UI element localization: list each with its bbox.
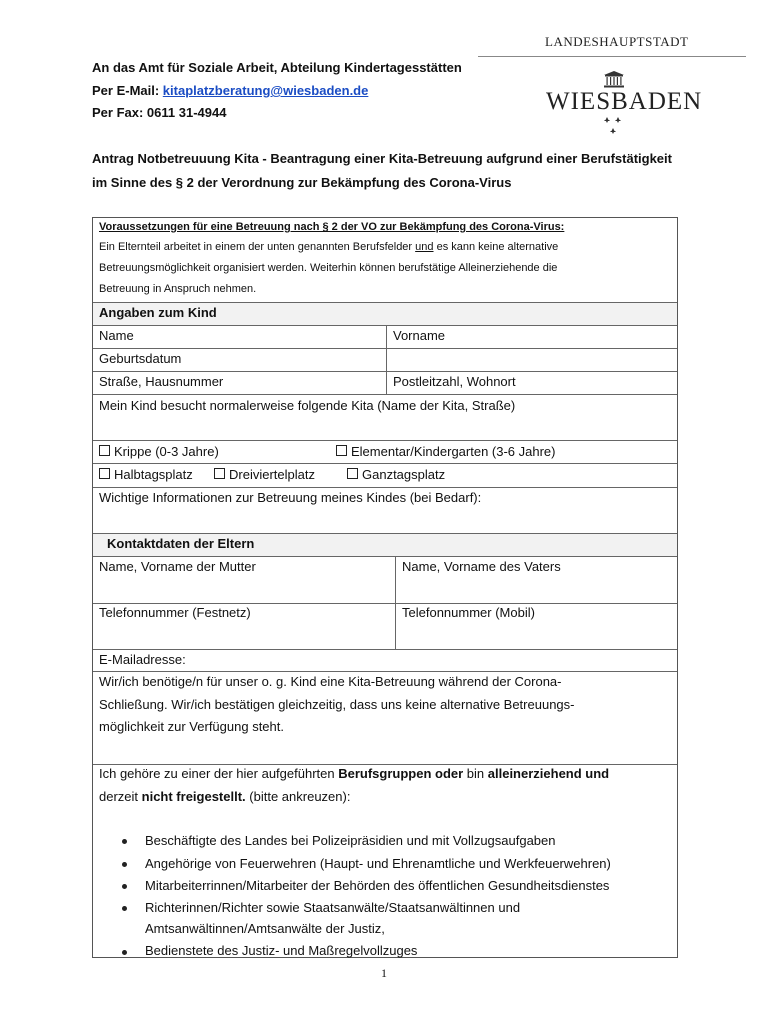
phone-landline-field[interactable]: Telefonnummer (Festnetz) xyxy=(99,605,251,620)
child-birthdate-field[interactable]: Geburtsdatum xyxy=(99,351,182,366)
prerequisites-text-2: Betreuungsmöglichkeit organisiert werden. Weiterhin können berufstätige Alleinerziehende die xyxy=(99,262,558,274)
child-vorname-field[interactable]: Vorname xyxy=(393,328,446,343)
bullet xyxy=(122,862,127,867)
prerequisites-heading: Voraussetzungen für eine Betreuung nach § 2 der VO zur Bekämpfung des Corona-Virus: xyxy=(99,221,565,233)
phone-mobile-field[interactable]: Telefonnummer (Mobil) xyxy=(402,605,535,620)
recipient-office: An das Amt für Soziale Arbeit, Abteilung Kindertagesstätten xyxy=(92,60,462,75)
lilies-crest-icon xyxy=(602,116,624,138)
header-divider xyxy=(478,56,746,57)
group-item-judges[interactable]: Richterinnen/Richter sowie Staatsanwälte/Staatsanwältinnen und xyxy=(145,900,521,915)
checkbox-icon[interactable] xyxy=(336,445,347,456)
email-field[interactable]: E-Mailadresse: xyxy=(99,652,186,667)
town-hall-icon xyxy=(603,70,625,88)
parents-section-heading: Kontaktdaten der Eltern xyxy=(107,536,255,551)
father-name-field[interactable]: Name, Vorname des Vaters xyxy=(402,559,561,574)
child-street-field[interactable]: Straße, Hausnummer xyxy=(99,374,224,389)
ganztag-option[interactable]: Ganztagsplatz xyxy=(347,467,445,482)
checkbox-icon[interactable] xyxy=(214,468,225,479)
important-info-field[interactable]: Wichtige Informationen zur Betreuung meines Kindes (bei Bedarf): xyxy=(99,490,482,505)
checkbox-icon[interactable] xyxy=(99,445,110,456)
page-number: 1 xyxy=(381,966,387,980)
fax-line: Per Fax: 0611 31-4944 xyxy=(92,105,227,120)
bullet xyxy=(122,906,127,911)
child-city-field[interactable]: Postleitzahl, Wohnort xyxy=(393,374,516,389)
checkbox-icon[interactable] xyxy=(99,468,110,479)
child-section-heading: Angaben zum Kind xyxy=(99,305,217,320)
email-link[interactable]: kitaplatzberatung@wiesbaden.de xyxy=(162,83,369,98)
group-item-fire[interactable]: Angehörige von Feuerwehren (Haupt- und Ehrenamtliche und Werkfeuerwehren) xyxy=(145,856,611,871)
prerequisites-text: Ein Elternteil arbeitet in einem der unten genannten Berufsfelder und es kann keine alternative xyxy=(99,241,559,253)
group-item-justice[interactable]: Bedienstete des Justiz- und Maßregelvollzuges xyxy=(145,943,418,958)
group-item-health[interactable]: Mitarbeiterrinnen/Mitarbeiter der Behörden des öffentlichen Gesundheitsdienstes xyxy=(145,878,610,893)
city-label: LANDESHAUPTSTADT xyxy=(545,34,689,49)
declaration-text: Wir/ich benötige/n für unser o. g. Kind eine Kita-Betreuung während der Corona- xyxy=(99,674,562,689)
form-title-line2: im Sinne des § 2 der Verordnung zur Bekämpfung des Corona-Virus xyxy=(92,175,512,190)
bullet xyxy=(122,839,127,844)
kita-field[interactable]: Mein Kind besucht normalerweise folgende Kita (Name der Kita, Straße) xyxy=(99,398,516,413)
bullet xyxy=(122,950,127,955)
groups-intro: Ich gehöre zu einer der hier aufgeführten Berufsgruppen oder bin alleinerziehend und xyxy=(99,766,610,781)
elementar-option[interactable]: Elementar/Kindergarten (3-6 Jahre) xyxy=(336,444,556,459)
checkbox-icon[interactable] xyxy=(347,468,358,479)
declaration-text-3: möglichkeit zur Verfügung steht. xyxy=(99,719,284,734)
group-item-judges-cont: Amtsanwältinnen/Amtsanwälte der Justiz, xyxy=(145,921,385,936)
group-item-police[interactable]: Beschäftigte des Landes bei Polizeipräsidien und mit Vollzugsaufgaben xyxy=(145,833,556,848)
form-title: Antrag Notbetreuuung Kita - Beantragung einer Kita-Betreuung aufgrund einer Berufstätigkeit xyxy=(92,151,672,166)
dreiviertel-option[interactable]: Dreiviertelplatz xyxy=(214,467,315,482)
child-name-field[interactable]: Name xyxy=(99,328,134,343)
mother-name-field[interactable]: Name, Vorname der Mutter xyxy=(99,559,256,574)
city-name: WIESBADEN xyxy=(546,88,703,115)
krippe-option[interactable]: Krippe (0-3 Jahre) xyxy=(99,444,219,459)
email-line: Per E-Mail: kitaplatzberatung@wiesbaden.de xyxy=(92,83,369,98)
declaration-text-2: Schließung. Wir/ich bestätigen gleichzeitig, dass uns keine alternative Betreuungs- xyxy=(99,697,575,712)
groups-intro-2: derzeit nicht freigestellt. (bitte ankreuzen): xyxy=(99,789,351,804)
prerequisites-text-3: Betreuung in Anspruch nehmen. xyxy=(99,283,257,295)
bullet xyxy=(122,884,127,889)
halbtag-option[interactable]: Halbtagsplatz xyxy=(99,467,193,482)
